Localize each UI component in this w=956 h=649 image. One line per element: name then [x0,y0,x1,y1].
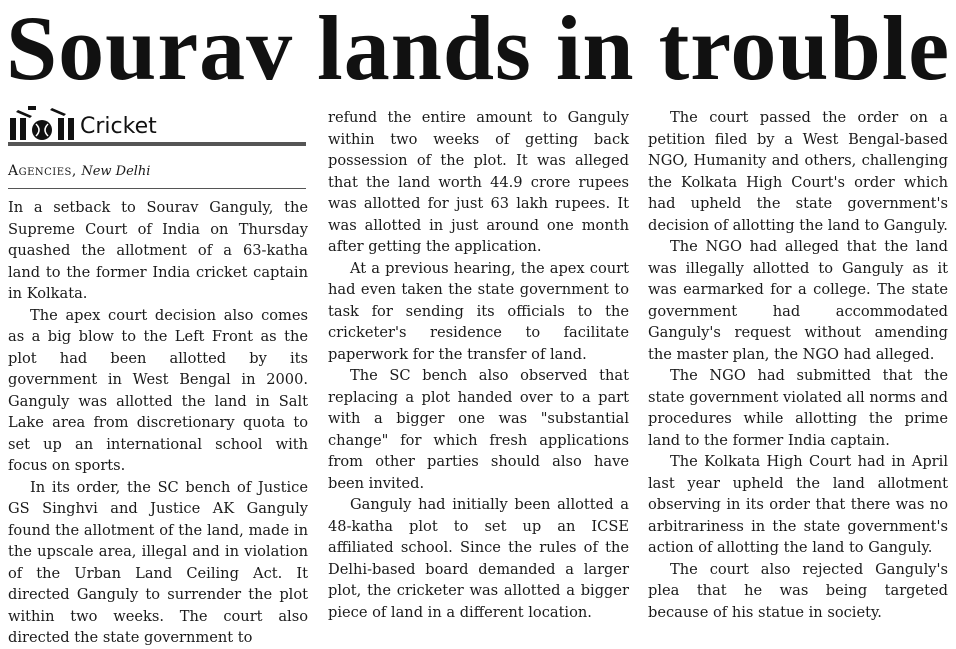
byline-rule [8,188,306,189]
paragraph: The NGO had alleged that the land was illegally allotted to Ganguly as it was earmarked for a college. The state government had accommodated Ganguly's request without amending the master plan, the NGO had alleged. [648,238,948,363]
cricket-icon [8,104,78,142]
article-column-2 [328,107,629,623]
paragraph: refund the entire amount to Ganguly within two weeks of getting back possession of the plot. It was alleged that the land worth 44.9 crore rupees was allotted for just 63 lakh rupees. It was allotted in just around one month after getting the application. [328,109,629,255]
paragraph: The NGO had submitted that the state government violated all norms and procedures while allotting the prime land to the former India captain. [648,367,948,449]
section-label: Cricket [80,114,157,139]
paragraph: The SC bench also observed that replacing a plot handed over to a part with a bigger one was "substantial change" for which fresh applications from other parties should also have been invited. [328,367,629,492]
article-column-3 [648,107,948,623]
paragraph: In a setback to Sourav Ganguly, the Supreme Court of India on Thursday quashed the allotment of a 63-katha land to the former India cricket captain in Kolkata. [8,199,308,302]
section-rule [8,142,306,146]
paragraph: The court also rejected Ganguly's plea that he was being targeted because of his statue in society. [648,560,948,621]
paragraph: Ganguly had initially been allotted a 48-katha plot to set up an ICSE affiliated school. Since the rules of the Delhi-based board demanded a larger plot, the cricketer was allotted a bigger piece of land in a different location. [328,496,629,621]
byline-agency: Agencies, [8,163,77,179]
paragraph: At a previous hearing, the apex court had even taken the state government to task for sending its officials to the cricketer's residence to facilitate paperwork for the transfer of land. [328,259,629,363]
paragraph: The apex court decision also comes as a big blow to the Left Front as the plot had been allotted by its government in West Bengal in 2000. Ganguly was allotted the land in Salt Lake area from discretionary quota to set up an international school with focus on sports. [8,306,308,474]
byline-place: New Delhi [81,164,151,179]
paragraph: The court passed the order on a petition filed by a West Bengal-based NGO, Humanity and others, challenging the Kolkata High Court's order which had upheld the state government's decision of allotting the land to Ganguly. [648,109,948,234]
article-column-1 [8,197,308,649]
paragraph: The Kolkata High Court had in April last year upheld the land allotment observing in its order that there was no arbitrariness in the state government's action of allotting the land to Ganguly. [648,453,948,556]
headline: Sourav lands in trouble [6,0,951,99]
section-tag [8,104,306,146]
byline [8,160,306,183]
paragraph: In its order, the SC bench of Justice GS Singhvi and Justice AK Ganguly found the allotment of the land, made in the upscale area, illegal and in violation of the Urban Land Ceiling Act. It directed Ganguly to surrender the plot within two weeks. The court also directed the state government to [8,478,308,646]
